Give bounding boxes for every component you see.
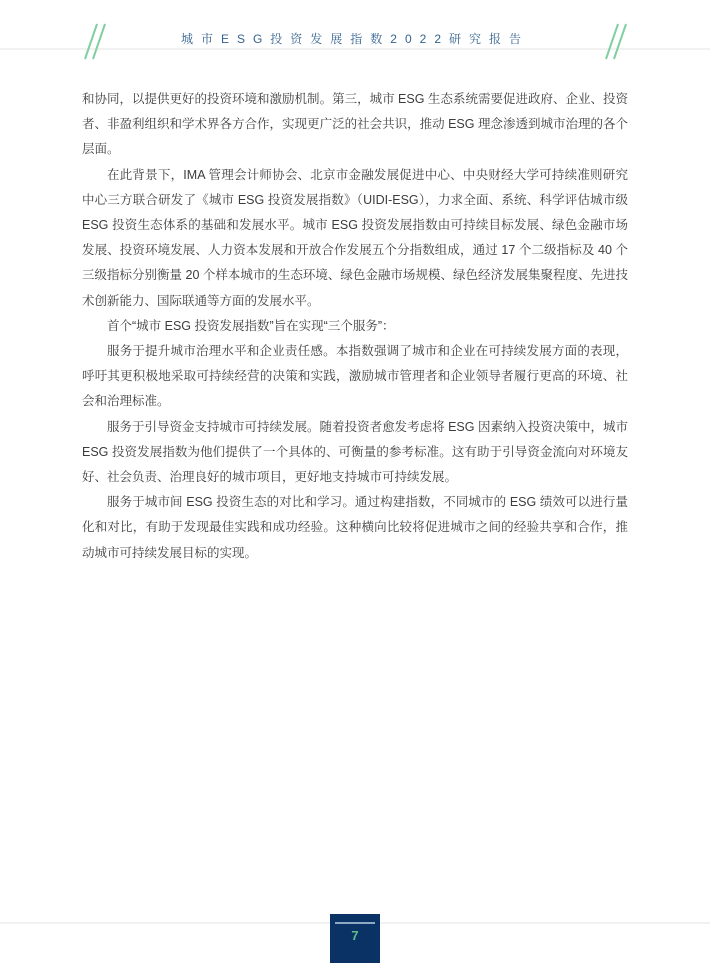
page-number: 7: [351, 928, 359, 943]
double-slash-right-icon: [605, 23, 631, 60]
paragraph: 服务于引导资金支持城市可持续发展。随着投资者愈发考虑将 ESG 因素纳入投资决策中，城市 ESG 投资发展指数为他们提供了一个具体的、可衡量的参考标准。这有助于引导资金流向对环境友好、社会负责、治理良好的城市项目，更好地支持城市可持续发展。: [82, 419, 628, 485]
page-header-title: 城市ESG投资发展指数2022研究报告: [180, 32, 530, 46]
page-header: [0, 0, 710, 50]
paragraph: 和协同，以提供更好的投资环境和激励机制。第三，城市 ESG 生态系统需要促进政府、企业、投资者、非盈利组织和学术界各方合作，实现更广泛的社会共识，推动 ESG 理念渗透到城市治理的各个层面。: [82, 92, 628, 157]
paragraph: 服务于城市间 ESG 投资生态的对比和学习。通过构建指数，不同城市的 ESG 绩效可以进行量化和对比，有助于发现最佳实践和成功经验。这种横向比较将促进城市之间的经验共享和合作，推动城市可持续发展目标的实现。: [82, 495, 628, 560]
badge-accent-line: [335, 922, 375, 924]
paragraph: 服务于提升城市治理水平和企业责任感。本指数强调了城市和企业在可持续发展方面的表现，呼吁其更积极地采取可持续经营的决策和实践，激励城市管理者和企业领导者履行更高的环境、社会和治理标准。: [82, 344, 628, 409]
paragraph: 在此背景下，IMA 管理会计师协会、北京市金融发展促进中心、中央财经大学可持续准则研究中心三方联合研发了《城市 ESG 投资发展指数》（UIDI-ESG），力求全面、系统、科学评估城市级 ESG 投资生态体系的基础和发展水平。城市 ESG 投资发展指数由可持续目标发展、绿色金融市场发展、投资环境发展、人力资本发展和开放合作发展五个分指数组成，通过 17 个二级指标及 40 个三级指标分别衡量 20 个样本城市的生态环境、绿色金融市场规模、绿色经济发展集聚程度、先进技术创新能力、国际联通等方面的发展水平。: [82, 167, 628, 308]
page-number-badge: [330, 914, 380, 963]
body-paragraphs: [82, 87, 628, 566]
document-body: [82, 87, 628, 566]
paragraph: 首个“城市 ESG 投资发展指数”旨在实现“三个服务”：: [107, 318, 395, 333]
double-slash-left-icon: [84, 23, 110, 60]
